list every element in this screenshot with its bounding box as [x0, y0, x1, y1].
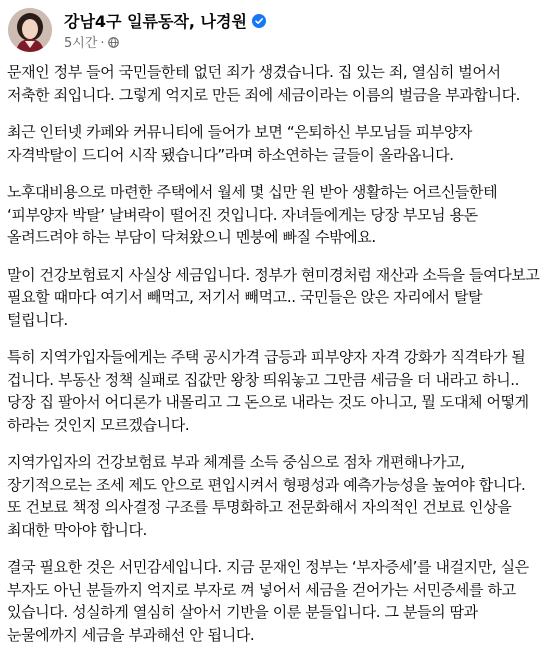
post-header [8, 8, 539, 56]
post-meta [64, 32, 119, 51]
post-body [7, 61, 542, 661]
post-paragraph: 문재인 정부 들어 국민들한테 없던 죄가 생겼습니다. 집 있는 죄, 열심히 벌어서 저축한 죄입니다. 그렇게 억지로 만든 죄에 세금이라는 이름의 벌금을 부과합니다. [7, 63, 521, 104]
author-name[interactable]: 강남4구 일류동작, 나경원 [64, 12, 247, 31]
post-paragraph: 특히 지역가입자들에게는 주택 공시가격 급등과 피부양자 자격 강화가 직격타가 될 겁니다. 부동산 정책 실패로 집값만 왕창 띄워놓고 그만큼 세금을 더 내라고 하니.. 당장 집 팔아서 어디론가 내몰리고 그 돈으로 내라는 것도 아니고, 뭘 도대체 어떻게 하라는 것인지 모르겠습니다. [7, 348, 529, 434]
post-timestamp[interactable]: 5시간 [64, 36, 98, 51]
post-paragraph: 말이 건강보험료지 사실상 세금입니다. 정부가 현미경처럼 재산과 소득을 들여다보고 필요할 때마다 여기서 빼먹고, 저기서 빼먹고.. 국민들은 앉은 자리에서 탈탈 털립니다. [7, 265, 540, 329]
post-paragraph: 결국 필요한 것은 서민감세입니다. 지금 문재인 정부는 ‘부자증세’를 내걸지만, 실은 부자도 아닌 분들까지 억지로 부자로 껴 넣어서 세금을 걷어가는 서민증세를 하고 있습니다. 성실하게 열심히 살아서 기반을 이룬 분들입니다. 그 분들의 땀과 눈물에까지 세금을 부과해선 안 됩니다. [7, 558, 529, 644]
meta-separator: · [100, 36, 105, 51]
post-paragraph: 최근 인터넷 카페와 커뮤니티에 들어가 보면 “은퇴하신 부모님들 피부양자 자격박탈이 드디어 시작 됐습니다”라며 하소연하는 글들이 올라옵니다. [7, 123, 473, 164]
avatar[interactable] [8, 8, 52, 52]
globe-icon [108, 37, 119, 48]
post-paragraph: 노후대비용으로 마련한 주택에서 월세 몇 십만 원 받아 생활하는 어르신들한테 ‘피부양자 박탈’ 날벼락이 떨어진 것입니다. 자녀들에게는 당장 부모님 용돈 올려드려야 하는 부담이 닥쳐왔으니 멘붕에 빠질 수밖에요. [7, 183, 498, 246]
author-name-row [64, 9, 266, 32]
verified-badge-icon [252, 13, 266, 27]
post-paragraph: 지역가입자의 건강보험료 부과 체계를 소득 중심으로 점차 개편해나가고, 장기적으로는 조세 제도 안으로 편입시켜서 형평성과 예측가능성을 높여야 합니다. 또 건보료 책정 의사결정 구조를 투명화하고 전문화해서 자의적인 건보료 인상을 최대한 막아야 합니다. [7, 453, 526, 539]
